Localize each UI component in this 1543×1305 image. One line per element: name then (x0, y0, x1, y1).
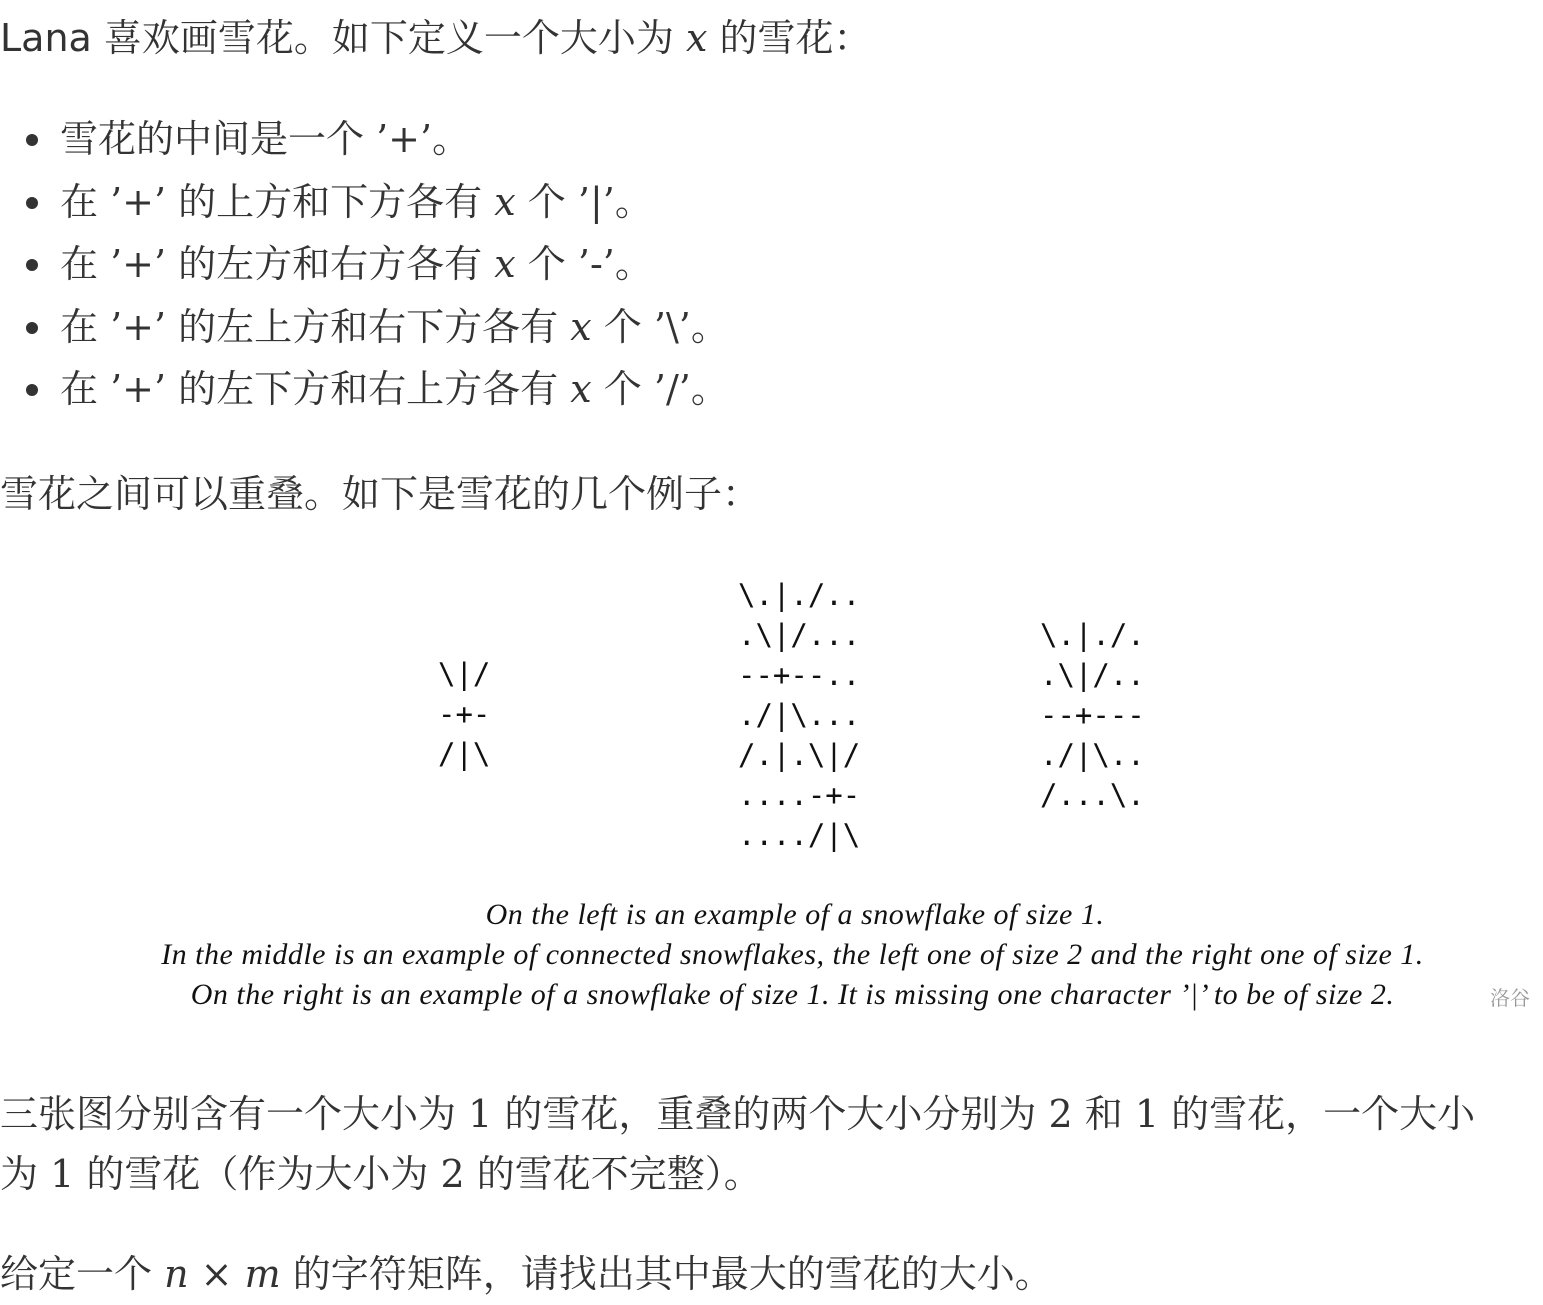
rule-char: ’+’ (110, 242, 167, 286)
overlap-paragraph: 雪花之间可以重叠。如下是雪花的几个例子： (0, 472, 761, 516)
description-text: 和 (1072, 1092, 1135, 1136)
description-text: 的雪花，一个大小 (1159, 1092, 1476, 1136)
rules-list (0, 108, 729, 421)
description-math-number: 1 (50, 1152, 75, 1196)
rule-text: 雪花的中间是一个 (60, 117, 377, 161)
rule-text: 个 (515, 242, 578, 286)
list-item (0, 233, 729, 296)
intro-math-x: x (686, 16, 708, 60)
task-text: 的字符矩阵，请找出其中最大的雪花的大小。 (280, 1252, 1053, 1296)
rule-char: ’-’ (577, 242, 615, 286)
rule-text: 在 (60, 179, 111, 224)
figure-caption-line-1: On the left is an example of a snowflake of size 1. (485, 898, 1105, 931)
rule-char: ’|’ (577, 179, 615, 224)
rule-char: ’+’ (110, 367, 167, 411)
rule-math-x: x (494, 242, 516, 286)
rule-char: ’+’ (376, 117, 433, 161)
rule-text: 。 (614, 242, 653, 286)
list-item (0, 171, 729, 234)
description-math-number: 1 (468, 1092, 493, 1136)
description-line-2 (0, 1144, 762, 1204)
figure-caption-line-2: In the middle is an example of connected snowflakes, the left one of size 2 and the right one of size 1. (161, 938, 1424, 971)
description-text: 的雪花不完整）。 (464, 1152, 762, 1196)
rule-char: ’+’ (110, 179, 167, 224)
rule-math-x: x (570, 304, 592, 349)
rule-text: 在 (60, 367, 111, 411)
description-math-number: 2 (440, 1152, 465, 1196)
rule-text: 的上方和下方各有 (166, 179, 495, 224)
rule-text: 个 (591, 304, 654, 349)
task-math-m: m (244, 1252, 281, 1296)
snowflake-right: \.|./. .\|/.. --+--- ./|\.. /...\. (1040, 618, 1145, 812)
figure-caption-line-3: On the right is an example of a snowflake of size 1. It is missing one character ’|’ to be of size 2. (190, 978, 1395, 1011)
rule-text: 个 (591, 367, 654, 411)
list-item (0, 296, 729, 359)
description-text: 的雪花，重叠的两个大小分别为 (492, 1092, 1049, 1136)
rule-math-x: x (570, 367, 592, 411)
rule-char: ’/’ (653, 367, 691, 411)
rule-text: 的左方和右方各有 (166, 242, 495, 286)
rule-text: 。 (432, 117, 471, 161)
rule-text: 。 (690, 367, 729, 411)
snowflake-figure (0, 570, 1543, 1030)
rule-text: 的左下方和右上方各有 (166, 367, 571, 411)
description-text: 三张图分别含有一个大小为 (0, 1092, 469, 1136)
rule-char: ’+’ (110, 304, 167, 349)
description-line-1 (0, 1084, 1475, 1144)
rule-char: ’\’ (653, 304, 691, 349)
luogu-watermark: 洛谷 (1490, 986, 1530, 1010)
task-paragraph (0, 1244, 1053, 1304)
intro-paragraph (0, 8, 872, 68)
description-math-number: 2 (1048, 1092, 1073, 1136)
description-math-number: 1 (1134, 1092, 1159, 1136)
intro-text-before: Lana 喜欢画雪花。如下定义一个大小为 (0, 16, 686, 60)
intro-text-after: 的雪花： (707, 16, 872, 60)
rule-text: 在 (60, 242, 111, 286)
task-math-n: n (164, 1252, 189, 1296)
rule-text: 个 (515, 179, 578, 224)
rule-text: 。 (614, 179, 653, 224)
list-item (0, 108, 729, 171)
snowflake-left: \|/ -+- /|\ (438, 657, 491, 771)
rule-text: 。 (690, 304, 729, 349)
rule-math-x: x (494, 179, 516, 224)
description-text: 的雪花（作为大小为 (74, 1152, 441, 1196)
task-math-times: × (188, 1252, 245, 1296)
rule-text: 在 (60, 304, 111, 349)
snowflake-middle: \.|./.. .\|/... --+--.. ./|\... /.|.\|/ ....-+- ..../|\ (738, 578, 861, 852)
list-item (0, 358, 729, 421)
description-text: 为 (0, 1152, 51, 1196)
rule-text: 的左上方和右下方各有 (166, 304, 571, 349)
task-text: 给定一个 (0, 1252, 165, 1296)
